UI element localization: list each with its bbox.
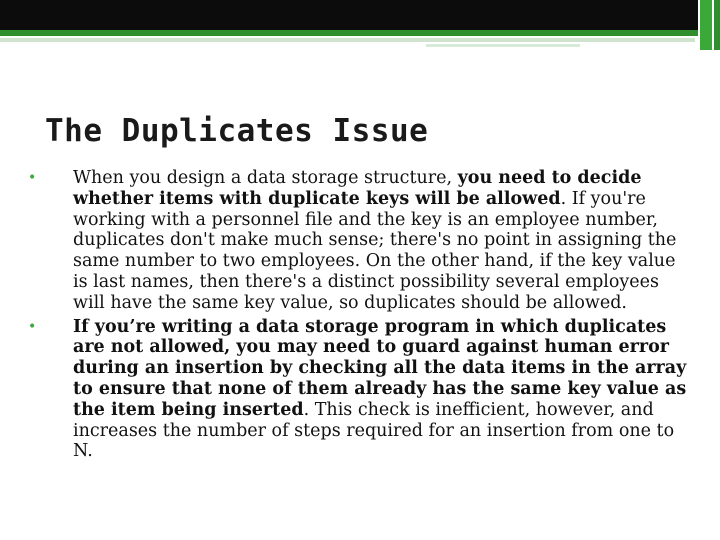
top-green-block (714, 0, 720, 50)
bullet-marker-icon: • (28, 318, 37, 335)
bullet-text: When you design a data storage structure, (73, 168, 458, 188)
bullet-text: . If you're working with a personnel file and the key is an employee number, duplicates don't make much sense; there's no point in assigning the same number to two employees. On the other hand, if the key value is last names, then there's a distinct possibility several employees will have the same key value, so duplicates should be allowed. (73, 188, 677, 313)
top-green-bar (0, 30, 698, 36)
top-dark-bar (0, 0, 698, 30)
bullet-item (28, 168, 688, 314)
slide-title: The Duplicates Issue (45, 113, 429, 149)
bullet-item (28, 317, 688, 463)
top-green-block (700, 0, 712, 50)
bullet-text: . This check is inefficient, however, and increases the number of steps required for an insertion from one to N. (73, 399, 675, 462)
top-light-bar (0, 38, 695, 42)
bullet-text-bold: If you’re writing a data storage program in which duplicates are not allowed, you may need to guard against human error during an insertion by checking all the data items in the array to ensure that none of them already has the same key value as the item being inserted (73, 316, 687, 420)
bullet-marker-icon: • (28, 170, 37, 186)
top-light-bar (426, 44, 580, 47)
bullet-text-bold: you need to decide whether items with duplicate keys will be allowed (73, 168, 642, 209)
bullet-list (28, 168, 688, 465)
